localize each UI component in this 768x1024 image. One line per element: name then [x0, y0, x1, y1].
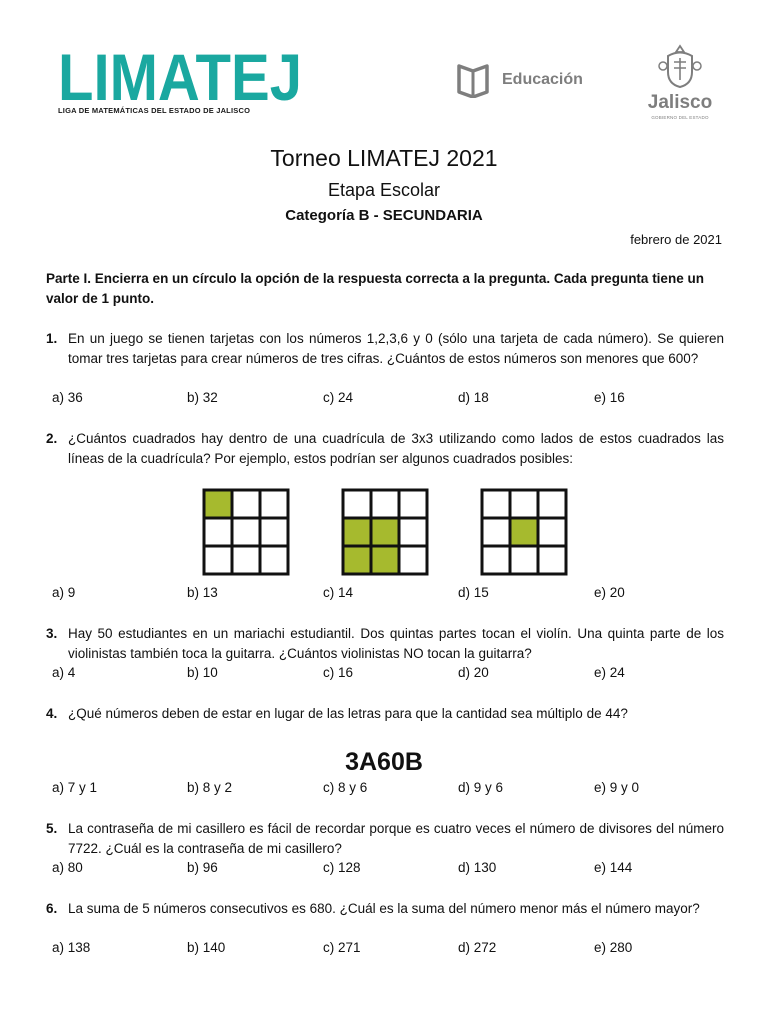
option-e[interactable]: e) 20 — [594, 585, 625, 600]
education-label: Educación — [502, 71, 583, 88]
option-d[interactable]: d) 18 — [458, 390, 489, 405]
grid-cell — [399, 518, 427, 546]
grid-cell — [260, 490, 288, 518]
option-d[interactable]: d) 20 — [458, 665, 489, 680]
question-number: 1. — [46, 331, 58, 346]
coat-of-arms-icon — [657, 44, 703, 90]
logo-subtitle: LIGA DE MATEMÁTICAS DEL ESTADO DE JALISCO — [58, 106, 251, 115]
option-d[interactable]: d) 272 — [458, 940, 497, 955]
grid-cell — [510, 546, 538, 574]
grid-cell — [232, 546, 260, 574]
question-number: 4. — [46, 706, 58, 721]
question-1 — [46, 329, 724, 369]
option-c[interactable]: c) 8 y 6 — [323, 780, 368, 795]
grid-cell-highlighted — [371, 546, 399, 574]
option-d[interactable]: d) 9 y 6 — [458, 780, 504, 795]
grid-cell — [482, 518, 510, 546]
question-text: La contraseña de mi casillero es fácil de recordar porque es cuatro veces el número de divisores del número 7722. ¿Cuál es la contraseña de mi casillero? — [68, 821, 724, 856]
grid-cell-highlighted — [204, 490, 232, 518]
question-number: 6. — [46, 901, 58, 916]
option-e[interactable]: e) 24 — [594, 665, 625, 680]
option-a[interactable]: a) 80 — [52, 860, 83, 875]
exam-date: febrero de 2021 — [630, 232, 722, 247]
grid-cell — [232, 490, 260, 518]
option-b[interactable]: b) 32 — [187, 390, 218, 405]
instructions: Parte I. Encierra en un círculo la opción de la respuesta correcta a la pregunta. Cada pregunta tiene un valor de 1 punto. — [46, 271, 704, 306]
option-c[interactable]: c) 14 — [323, 585, 354, 600]
page-title: Torneo LIMATEJ 2021 — [270, 145, 498, 171]
question-text: En un juego se tienen tarjetas con los números 1,2,3,6 y 0 (sólo una tarjeta de cada número). Se quieren tomar tres tarjetas para crear números de tres cifras. ¿Cuántos de estos números son menores que 600? — [68, 331, 724, 366]
grid-cell-highlighted — [371, 518, 399, 546]
question-number: 5. — [46, 821, 58, 836]
grid-cell — [260, 518, 288, 546]
grid-cell-highlighted — [510, 518, 538, 546]
jalisco-logo — [638, 44, 722, 120]
number-pattern: 3A60B — [345, 748, 423, 776]
question-text: Hay 50 estudiantes en un mariachi estudiantil. Dos quintas partes tocan el violín. Una quinta parte de los violinistas también toca la guitarra. ¿Cuántos violinistas NO tocan la guitarra? — [68, 626, 724, 661]
category-label: Categoría B - SECUNDARIA — [285, 207, 483, 224]
option-a[interactable]: a) 4 — [52, 665, 76, 680]
option-a[interactable]: a) 138 — [52, 940, 91, 955]
option-a[interactable]: a) 36 — [52, 390, 83, 405]
grid-cell — [204, 546, 232, 574]
grid-cell — [510, 490, 538, 518]
grid-cell — [204, 518, 232, 546]
option-c[interactable]: c) 24 — [323, 390, 354, 405]
question-6 — [46, 899, 724, 919]
limatej-logo — [58, 48, 304, 115]
grid-cell — [232, 518, 260, 546]
grid-cell-highlighted — [343, 518, 371, 546]
option-b[interactable]: b) 10 — [187, 665, 218, 680]
option-c[interactable]: c) 128 — [323, 860, 361, 875]
example-grid-3 — [479, 487, 569, 577]
grid-cell — [399, 490, 427, 518]
option-e[interactable]: e) 280 — [594, 940, 633, 955]
grid-cell — [260, 546, 288, 574]
grid-cell — [482, 490, 510, 518]
state-name: Jalisco — [647, 92, 713, 113]
option-a[interactable]: a) 7 y 1 — [52, 780, 98, 795]
option-c[interactable]: c) 271 — [323, 940, 361, 955]
page-subtitle: Etapa Escolar — [327, 180, 441, 200]
option-d[interactable]: d) 15 — [458, 585, 489, 600]
option-c[interactable]: c) 16 — [323, 665, 354, 680]
grid-cell — [538, 518, 566, 546]
grid-cell — [343, 490, 371, 518]
option-e[interactable]: e) 144 — [594, 860, 633, 875]
question-text: La suma de 5 números consecutivos es 680. ¿Cuál es la suma del número menor más el número mayor? — [68, 901, 700, 916]
option-a[interactable]: a) 9 — [52, 585, 76, 600]
question-number: 3. — [46, 626, 58, 641]
example-grid-2 — [340, 487, 430, 577]
option-b[interactable]: b) 8 y 2 — [187, 780, 233, 795]
example-grid-1 — [201, 487, 291, 577]
question-4 — [46, 704, 724, 724]
grid-cell — [399, 546, 427, 574]
option-b[interactable]: b) 13 — [187, 585, 218, 600]
option-e[interactable]: e) 16 — [594, 390, 625, 405]
grid-cell — [538, 546, 566, 574]
grid-cell — [482, 546, 510, 574]
grid-cell — [371, 490, 399, 518]
logo-text: LIMATEJ — [58, 48, 302, 102]
question-5 — [46, 819, 724, 859]
question-3 — [46, 624, 724, 664]
option-d[interactable]: d) 130 — [458, 860, 497, 875]
grid-cell — [538, 490, 566, 518]
question-number: 2. — [46, 431, 58, 446]
limatej-wordmark — [58, 48, 304, 102]
option-b[interactable]: b) 96 — [187, 860, 218, 875]
option-b[interactable]: b) 140 — [187, 940, 226, 955]
question-text: ¿Qué números deben de estar en lugar de las letras para que la cantidad sea múltiplo de 44? — [68, 706, 628, 721]
question-text: ¿Cuántos cuadrados hay dentro de una cuadrícula de 3x3 utilizando como lados de estos cuadrados las líneas de la cuadrícula? Por ejemplo, estos podrían ser algunos cuadrados posibles: — [68, 431, 724, 466]
state-subtitle: GOBIERNO DEL ESTADO — [651, 115, 709, 120]
option-e[interactable]: e) 9 y 0 — [594, 780, 640, 795]
grid-cell-highlighted — [343, 546, 371, 574]
education-logo — [456, 62, 583, 98]
book-icon — [456, 62, 490, 98]
question-2 — [46, 429, 724, 469]
